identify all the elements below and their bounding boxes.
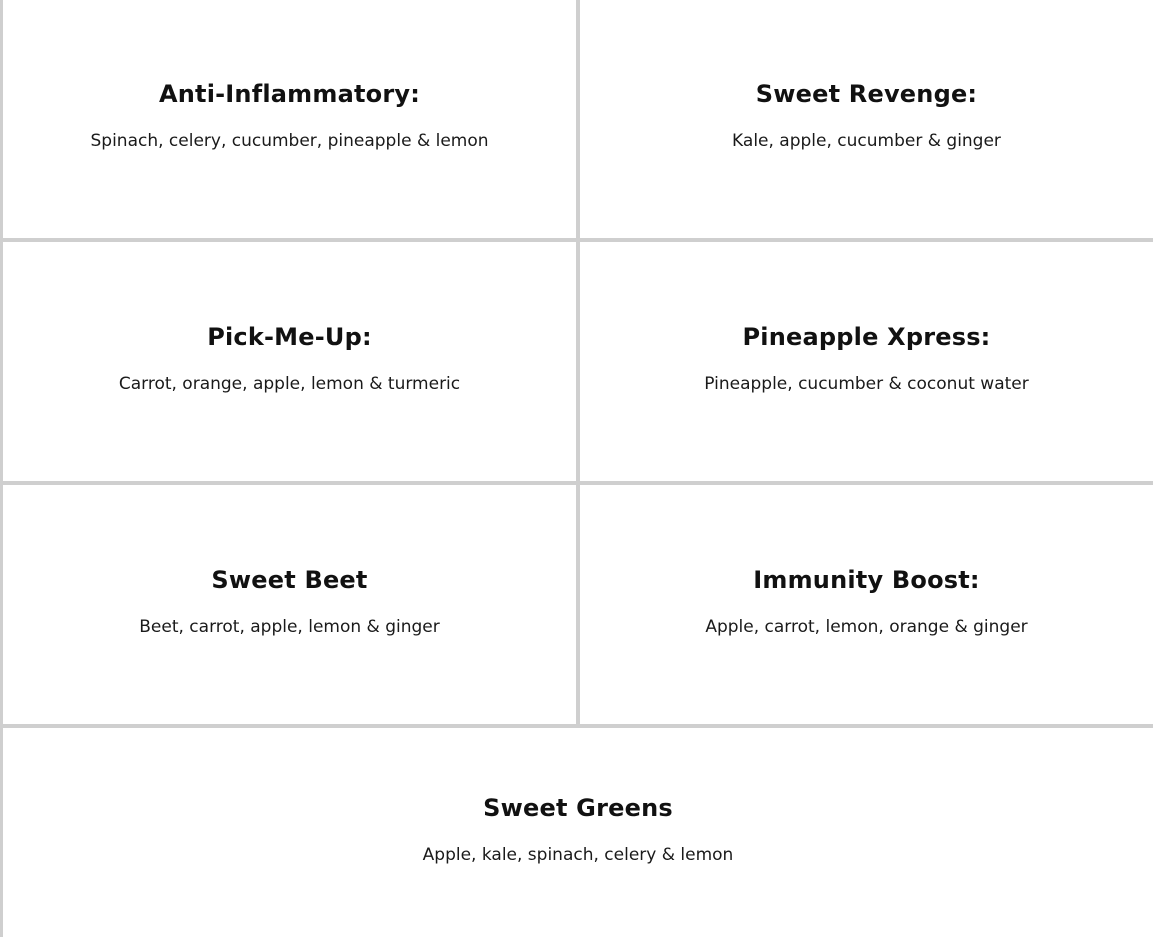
juice-ingredients: Pineapple, cucumber & coconut water [704, 374, 1029, 394]
juice-card-pick-me-up [3, 242, 576, 481]
juice-card-sweet-revenge [580, 0, 1153, 238]
juice-name: Sweet Greens [483, 794, 673, 822]
juice-name: Pick-Me-Up: [207, 323, 372, 351]
juice-ingredients: Spinach, celery, cucumber, pineapple & lemon [90, 131, 489, 151]
juice-ingredients: Carrot, orange, apple, lemon & turmeric [118, 374, 461, 394]
juice-ingredients: Apple, kale, spinach, celery & lemon [422, 845, 734, 865]
juice-name: Anti-Inflammatory: [158, 80, 421, 108]
juice-ingredients: Kale, apple, cucumber & ginger [732, 131, 1001, 151]
juice-card-immunity-boost [580, 485, 1153, 724]
juice-name: Sweet Beet [211, 566, 368, 594]
juice-name: Sweet Revenge: [755, 80, 978, 108]
juice-ingredients: Beet, carrot, apple, lemon & ginger [139, 617, 440, 637]
juice-card-sweet-beet [3, 485, 576, 724]
juice-card-pineapple-xpress [580, 242, 1153, 481]
juice-ingredients: Apple, carrot, lemon, orange & ginger [705, 617, 1028, 637]
juice-card-anti-inflammatory [3, 0, 576, 238]
juice-name: Immunity Boost: [753, 566, 980, 594]
juice-card-sweet-greens [3, 728, 1153, 937]
juice-name: Pineapple Xpress: [742, 323, 991, 351]
